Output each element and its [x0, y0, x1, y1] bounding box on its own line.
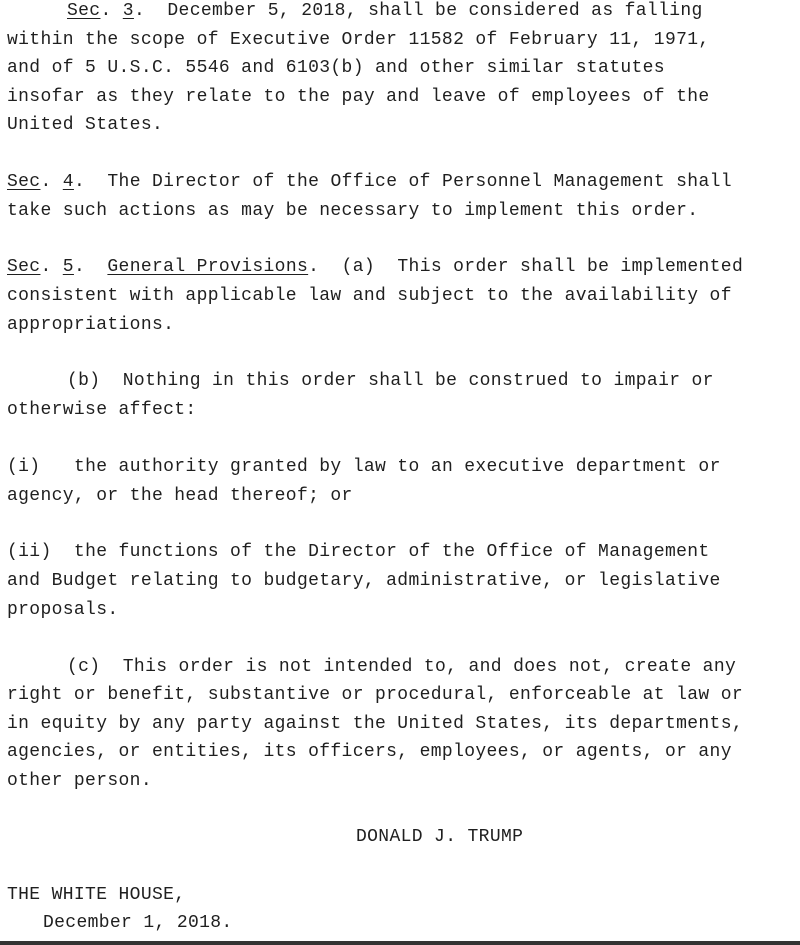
- sec5-c-label: (c): [67, 657, 101, 677]
- sec5-b-text: Nothing in this order shall be construed to impair or: [122, 371, 714, 391]
- sec5-c-line-4: agencies, or entities, its officers, employees, or agents, or any: [7, 742, 732, 762]
- sec5-i-line-2: agency, or the head thereof; or: [7, 486, 353, 506]
- sec5-c-text: This order is not intended to, and does not, create any: [122, 657, 737, 677]
- sec5-sec-label: Sec: [7, 257, 41, 277]
- sec5-b-line-1: [7, 371, 714, 391]
- sec5-ii-label: (ii): [7, 542, 52, 562]
- sec5-heading: General Provisions: [107, 257, 309, 277]
- sec3-number: 3: [122, 1, 134, 21]
- sec5-a-text: This order shall be implemented: [397, 257, 744, 277]
- sec3-text-line: December 5, 2018, shall be considered as falling: [167, 1, 703, 21]
- sec3-line-5: United States.: [7, 115, 164, 135]
- sec5-ii-line-2: and Budget relating to budgetary, administrative, or legislative: [7, 571, 721, 591]
- sec3-heading-line: Sec. 3. December 5, 2018, shall be considered as falling: [67, 1, 703, 21]
- sec5-b-label: (b): [67, 371, 101, 391]
- place-line: THE WHITE HOUSE,: [7, 885, 186, 905]
- bottom-edge-bar: [0, 941, 800, 945]
- sec5-i-line-1: [7, 457, 721, 477]
- sec5-ii-line-3: proposals.: [7, 600, 119, 620]
- sec4-number: 4: [62, 172, 74, 192]
- sec5-i-label: (i): [7, 457, 41, 477]
- sec4-sec-label: Sec: [7, 172, 41, 192]
- sec5-i-text: the authority granted by law to an executive department or: [73, 457, 721, 477]
- sec3-sec-label: Sec: [67, 1, 101, 21]
- sec4-line-2: take such actions as may be necessary to implement this order.: [7, 201, 699, 221]
- sec5-heading-line: Sec. 5. General Provisions. (a) This order shall be implemented: [7, 257, 744, 277]
- sec4-text-line: The Director of the Office of Personnel Management shall: [107, 172, 732, 192]
- sec4-heading-line: Sec. 4. The Director of the Office of Personnel Management shall: [7, 172, 732, 192]
- sec3-line-4: insofar as they relate to the pay and leave of employees of the: [7, 87, 710, 107]
- sec5-a-line-2: consistent with applicable law and subject to the availability of: [7, 286, 732, 306]
- sec5-c-line-1: [7, 657, 736, 677]
- sec5-a-label: (a): [341, 257, 376, 277]
- sec3-line-2: within the scope of Executive Order 11582 of February 11, 1971,: [7, 30, 710, 50]
- sec5-number: 5: [62, 257, 74, 277]
- sec5-ii-line-1: [7, 542, 710, 562]
- sec5-a-line-3: appropriations.: [7, 315, 175, 335]
- date-line: December 1, 2018.: [43, 913, 233, 933]
- sec5-c-line-3: in equity by any party against the United States, its departments,: [7, 714, 744, 734]
- signature-name: DONALD J. TRUMP: [356, 827, 524, 847]
- sec5-b-line-2: otherwise affect:: [7, 400, 197, 420]
- sec5-ii-text: the functions of the Director of the Office of Management: [73, 542, 710, 562]
- sec5-c-line-2: right or benefit, substantive or procedural, enforceable at law or: [7, 685, 744, 705]
- sec5-c-line-5: other person.: [7, 771, 152, 791]
- sec3-line-3: and of 5 U.S.C. 5546 and 6103(b) and other similar statutes: [7, 58, 665, 78]
